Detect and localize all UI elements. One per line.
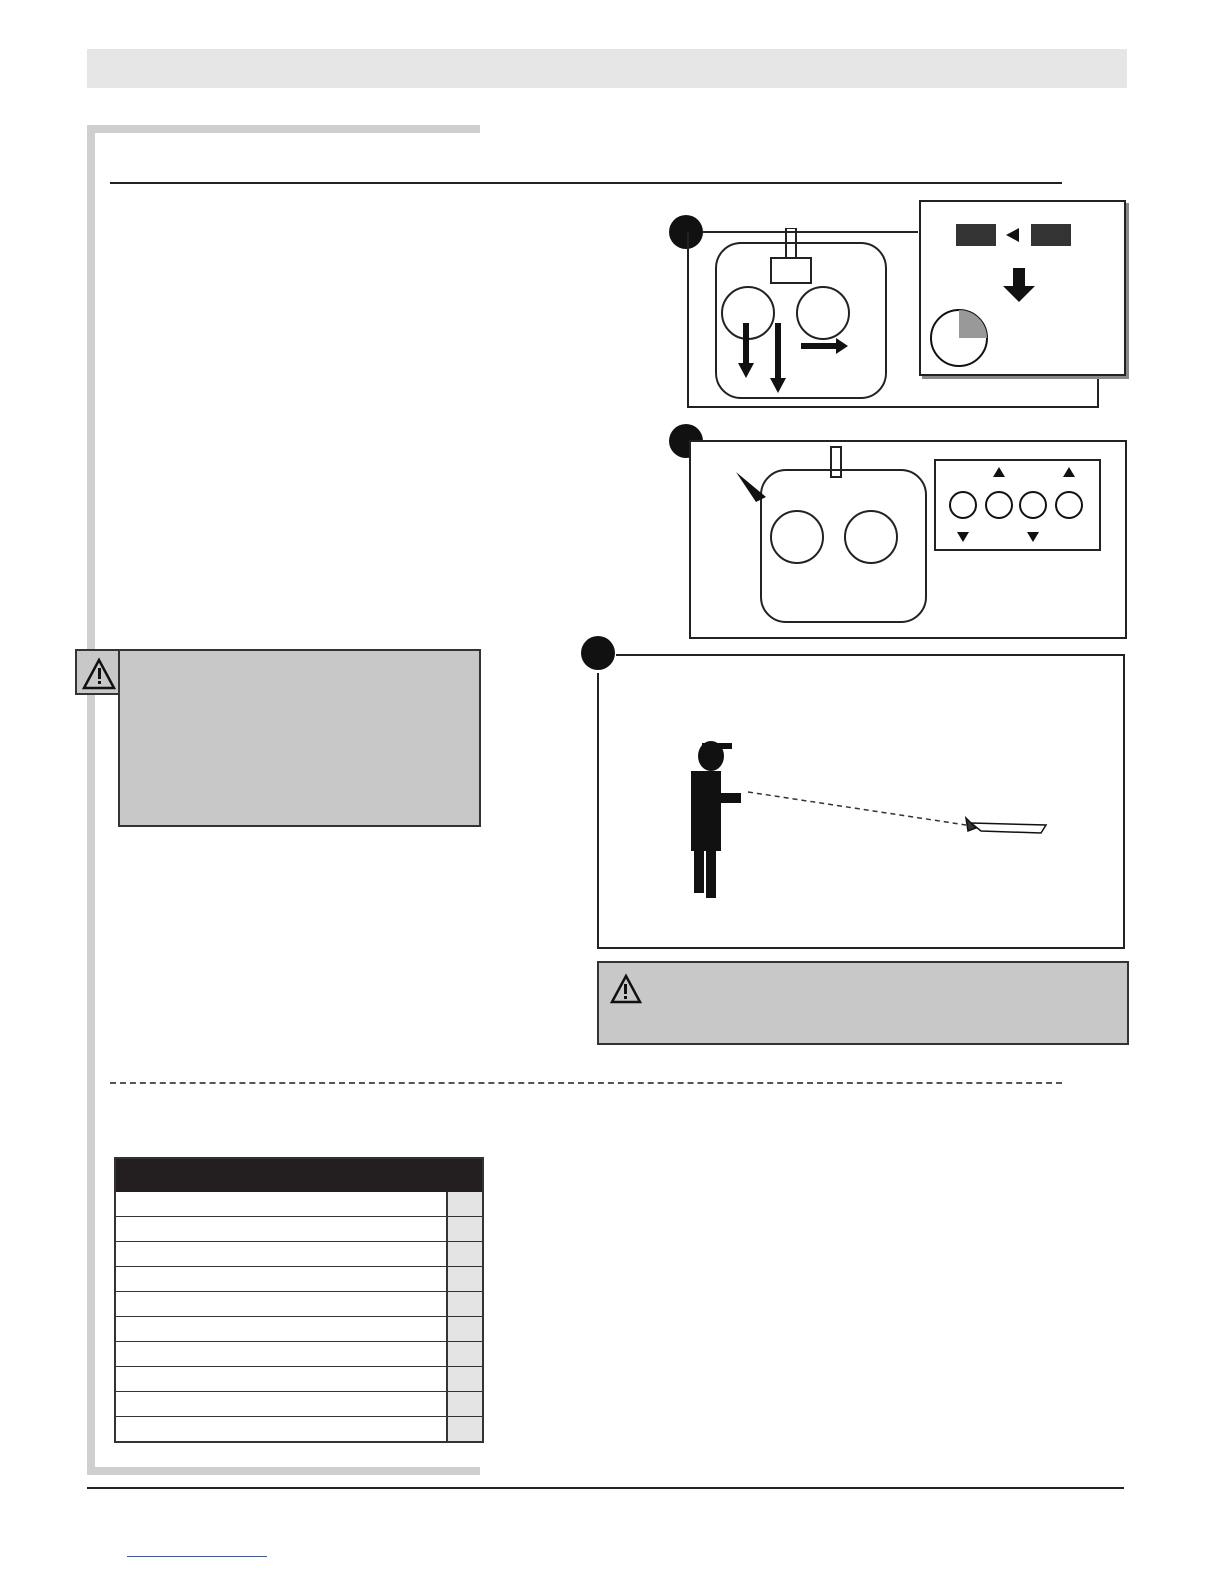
dashed-divider [110,1082,1062,1084]
table-row [115,1267,483,1292]
warning-box-right [597,961,1129,1045]
left-arrow-icon [1006,228,1019,242]
step-1-inset-panel [919,200,1126,376]
connector-illustration [921,202,1124,374]
checkbox[interactable] [447,1417,483,1443]
table-row [115,1367,483,1392]
top-corner-bar [87,125,480,133]
checkbox[interactable] [447,1192,483,1217]
checkbox[interactable] [447,1267,483,1292]
step-3-panel [596,653,1127,951]
table-row [115,1392,483,1417]
checklist-table [114,1157,484,1443]
table-row [115,1217,483,1242]
checkbox[interactable] [447,1342,483,1367]
pilot-silhouette [691,741,741,898]
step-2-panel [689,440,1127,639]
table-row [115,1417,483,1443]
header-bar [87,49,1127,88]
warning-tab-left [75,649,122,695]
down-arrows [738,323,848,393]
table-row [115,1192,483,1217]
footer-rule [87,1487,1124,1489]
table-row [115,1342,483,1367]
signal-line [748,792,966,825]
timer-icon [931,310,987,366]
left-margin-bar [87,125,95,1475]
table-row [115,1317,483,1342]
checkbox[interactable] [447,1242,483,1267]
down-arrow-icon [1003,286,1035,302]
table-row [115,1242,483,1267]
warning-box-left [118,649,481,827]
footer-link[interactable] [127,1556,267,1557]
checkbox[interactable] [447,1292,483,1317]
checkbox[interactable] [447,1392,483,1417]
warning-triangle-icon [77,651,122,693]
airplane-icon [966,818,1046,833]
checklist-header [115,1158,483,1192]
checkbox[interactable] [447,1217,483,1242]
checkbox[interactable] [447,1317,483,1342]
section-rule [110,182,1062,184]
table-row [115,1292,483,1317]
checkbox[interactable] [447,1367,483,1392]
transmitter-illustration-2 [691,442,1125,637]
transmitter-illustration-1 [716,228,886,398]
warning-triangle-icon [607,971,647,1007]
bottom-corner-bar [87,1467,480,1475]
